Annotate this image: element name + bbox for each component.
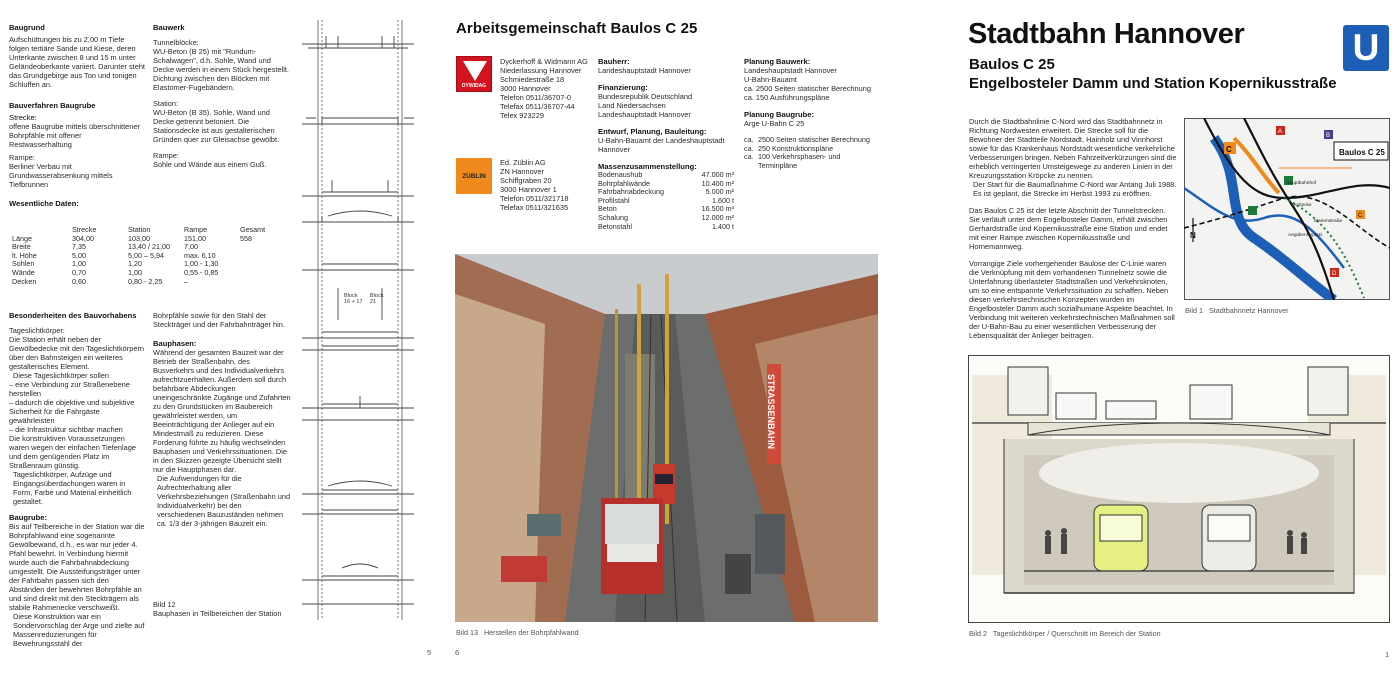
address-line: Schmiedestraße 18 [500, 75, 565, 84]
map-place-kroepcke: Kröpcke [1294, 203, 1312, 208]
tages-heading: Tageslichtkörper: [9, 326, 65, 335]
daten-table [12, 226, 272, 286]
tunnel-heading: Tunnelblöcke: [153, 38, 199, 47]
page1-title: Stadtbahn Hannover [968, 18, 1245, 50]
list-item: – eine Verbindung zur Straßenebene herstellen [9, 380, 145, 398]
daten-col: Gesamt [240, 225, 266, 234]
entwurf-heading: Entwurf, Planung, Bauleitung: [598, 127, 707, 136]
cell [240, 278, 272, 287]
cell: 100 Verkehrsphasen- und Terminpläne [758, 152, 841, 170]
cell: 5,00 [72, 250, 86, 260]
address-line: 3000 Hannover [500, 84, 551, 93]
map-place-aegidientorplatz: Aegidientorplatz [1288, 233, 1323, 238]
map-baulos-label: Baulos C 25 [1339, 148, 1385, 157]
station-text: WU-Beton (B 35). Sohle, Wand und Decke getrennt betoniert. Die Stationsdecke ist aus gestalterischen Gründen quer zur Gleisachse gewölbt. [153, 108, 280, 144]
zublin-address [500, 158, 600, 212]
cell: 7,35 [72, 242, 86, 252]
cell: Decken [12, 276, 37, 286]
planung2-table [744, 136, 878, 170]
cell: 2500 Seiten statischer Berechnung [758, 135, 870, 144]
entwurf-text: U-Bahn-Bauamt der Landeshauptstadt Hannover [598, 136, 725, 154]
address-line: Telex 923229 [500, 111, 544, 120]
cell: ca. [744, 152, 754, 162]
block-number-2: 21 [370, 299, 377, 305]
daten-col: Station [128, 225, 151, 234]
map-north-label: N [1190, 231, 1196, 240]
list-item: – die Infrastruktur sichtbar machen [9, 425, 145, 434]
bauverfahren-heading: Bauverfahren Baugrube [9, 101, 96, 110]
cell: 7,00 [184, 242, 198, 252]
page1-paragraph-1: Durch die Stadtbahnlinie C-Nord wird das Stadtbahnnetz in Richtung Nordwesten erweitert. Die Strecke soll für die Bewohner der Stadtteile Nordstadt, Hainholz und Vinnhorst sowie für das Krankenhaus Nordstadt wesentliche verkehrliche Verbesserungen bringen. Neben Fahrzeitverkürzungen sind die erheblich verringerten Umsteigewege zu anderen Linien in der Kreuzungsstation Kröpcke zu nennen. [969, 117, 1177, 180]
dywidag-address [500, 57, 600, 120]
baugrund-text: Aufschüttungen bis zu 2,00 m Tiefe folgen tertiäre Sande und Kiese, deren Unterkante zwischen 8 und 15 m unter Geländeoberkante variiert. Darunter steht das Grundgebirge aus Ton und tonigen Schluffen an. [9, 35, 145, 89]
cell: 13,40 / 21,00 [128, 242, 170, 252]
map-box-c: C [1358, 213, 1363, 219]
map-place-marienstrasse: Marienstraße [1314, 219, 1343, 224]
page1-paragraph-2: Der Start für die Baumaßnahme C-Nord war Antang Juli 1988. Es ist geplant, die Strecke im Herbst 1993 zu eröffnen. [973, 180, 1177, 198]
cell: ca. [744, 143, 754, 153]
cell: ca. [744, 135, 754, 144]
cell: Länge [12, 233, 32, 243]
tages-text: Die Station erhält neben der Gewölbedecke mit den Tageslichtkörpern über den Bahnsteigen ein weiteres gestalterisches Element. [9, 335, 145, 371]
cell: 0,80 - 2,25 [128, 276, 163, 286]
daten-col: Rampe [184, 225, 208, 234]
massen-table [598, 171, 734, 231]
cell: Sohlen [12, 259, 35, 269]
list-item: – dadurch die objektive und subjektive Sicherheit für die Fahrgäste gewährleisten [9, 398, 145, 425]
cell [240, 243, 272, 252]
cont-text: Bohrpfähle sowie für den Stahl der Steckträger und der Fahrbahnträger hin. [153, 311, 285, 329]
page1-subtitle-1: Baulos C 25 [969, 56, 1055, 73]
cell: Breite [12, 242, 31, 252]
baugrube-text2: Diese Konstruktion war ein Sondervorschlag der Arge und zielte auf Massenreduzierungen für Bewehrungsstahl der [13, 612, 145, 648]
baugrube-text: Bis auf Teilbereiche in der Station war die Bohrpfahlwand eine sogenannte Gewölbewand, d.h., es war nur jeder 4. Pfahl bewehrt. In Verbindung hiermit wurde auch die Fahrbahnabdeckung umgestellt. Die Aussteifungsträger unter der Fahrbahn passen sich den Abständen der bewehrten Bohrpfähle an und sind direkt mit den Steckträgern als stabile Rahmenecke verschweißt. [9, 522, 145, 612]
cell: 250 Konstruktionspläne [758, 143, 834, 153]
map-place-hbf: Hauptbahnhof [1286, 181, 1317, 186]
rampe2-heading: Rampe: [153, 151, 179, 160]
cell: Betonstahl [598, 221, 632, 231]
bild12-caption [153, 600, 293, 618]
planung-line: ca. 150 Ausführungspläne [744, 93, 830, 102]
cell: Bohrpfahlwände [598, 178, 650, 188]
block-number-1: 16 + 17 [344, 299, 363, 305]
page6-planning-info [744, 57, 878, 170]
table-row [12, 260, 272, 269]
cell: 0,60 [72, 276, 86, 286]
bauwerk-heading: Bauwerk [153, 23, 185, 32]
page1-paragraph-4: Vorrangige Ziele vorhergehender Baulose der C-Linie waren die Verknüpfung mit dem vorhandenen Tunnelnetz sowie die Unterfahrung überlasteter Stadtstraßen und Verkehrsknoten, um so eine entspannte Verkehrssituation zu schaffen. Neben diesen verkehrstechnischen Konzepten wurden im Engelbosteler Damm auch sozialhumane Aspekte beachtet. In Verbindung mit weiteren verkehrstechnischen Maßnahmen soll der U-Bahn-Bau zu einer wesentlichen Verbesserung der Lebensqualität der Anlieger beitragen. [969, 259, 1175, 340]
cell: 1.400 t [712, 221, 734, 231]
cell [240, 252, 272, 261]
cell: Fahrbahnabdeckung [598, 187, 664, 197]
table-row [598, 223, 734, 232]
cell: 16.500 m³ [701, 204, 734, 214]
station-heading: Station: [153, 99, 179, 108]
bauph-text: Während der gesamten Bauzeit war der Betrieb der Straßenbahn, des Busverkehrs und des Individualverkehrs aufrechtzuerhalten. Außerdem soll durch befahrbare Abdeckungen uneingeschränkte Zugänge und Zufahrten zu den Grundstücken im Baubereich gewährleistet werden, um Beeinträchtigung der Anlieger auf ein Mindestmaß zu reduzieren. Diese Forderung führte zu häufig wechselnden Bauphasen und Verkehrssituationen. Die in den Skizzen gezeigte Übersicht stellt nur die Hauptphasen dar. [153, 348, 291, 474]
finanz-heading: Finanzierung: [598, 83, 648, 92]
station-cross-section [968, 355, 1390, 623]
bauherr-heading: Bauherr: [598, 57, 630, 66]
cell: Schalung [598, 212, 628, 222]
address-line: Telefax 0511/36707-44 [500, 102, 575, 111]
bild1-text: Stadtbahnnetz Hannover [1208, 306, 1289, 315]
address-line: Telefon 0511/321718 [500, 194, 569, 203]
bauph-heading: Bauphasen: [153, 339, 197, 348]
page1-subtitle-2: Engelbosteler Damm und Station Kopernikusstraße [969, 75, 1337, 92]
bild13-text: Herstellen der Bohrpfahlwand [483, 628, 579, 637]
strecke-text: offene Baugrube mittels überschnittener Bohrpfähle mit offener Restwasserhaltung [9, 122, 140, 149]
cell: 12.000 m² [701, 212, 734, 222]
rampe-text: Berliner Verbau mit Grundwasserabsenkung mittels Tiefbrunnen [9, 162, 113, 189]
page5-col2 [153, 23, 291, 169]
cell: max. 6,10 [184, 250, 216, 260]
bild13-label: Bild 13 [456, 628, 478, 637]
address-line: Schiffgraben 20 [500, 176, 552, 185]
finanz-line: Landeshauptstadt Hannover [598, 110, 691, 119]
cell: 1,00 - 1,30 [184, 259, 219, 269]
cell: Beton [598, 204, 617, 214]
map-c-marker: C [1226, 145, 1232, 154]
zublin-logo-text: ZÜBLIN [462, 173, 486, 180]
address-line: Niederlassung Hannover [500, 66, 582, 75]
bild1-label: Bild 1 [1185, 306, 1203, 315]
map-box-a: A [1278, 129, 1283, 135]
tunnel-text: WU-Beton (B 25) mit "Rundum-Schalwagen", d.h. Sohle, Wand und Decke werden in einem Stück hergestellt. Dichtung zwischen den Blöcken mit Elastomer-Fugebändern. [153, 47, 289, 92]
address-line: 3000 Hannover 1 [500, 185, 557, 194]
tages-text2: Diese Tageslichtkörper sollen [13, 371, 109, 380]
planung-line: ca. 2500 Seiten statischer Berechnung [744, 84, 871, 93]
cell: Profilstahl [598, 195, 630, 205]
bild2-caption [969, 629, 1161, 638]
cell: 10.400 m² [701, 178, 734, 188]
bauph-text2: Die Aufwendungen für die Aufrechterhaltung aller Verkehrsbeziehungen (Straßenbahn und Individualverkehr) bei den verschiedenen Bauzuständen nehmen ca. 1/3 der 3-jährigen Bauzeit ein. [157, 474, 291, 528]
rampe-heading: Rampe: [9, 153, 35, 162]
bild2-text: Tageslichtkörper / Querschnitt im Bereich der Station [992, 629, 1161, 638]
cell: Bodenaushub [598, 170, 643, 179]
page-number-6: 6 [455, 648, 460, 657]
block-label-2: Block [370, 293, 384, 299]
cell: 558 [240, 233, 252, 243]
planung2-text: Arge U-Bahn C 25 [744, 119, 805, 128]
bild2-label: Bild 2 [969, 629, 987, 638]
map-box-b: B [1326, 133, 1331, 139]
cell: 1,00 [128, 267, 142, 277]
cell: 151,00 [184, 233, 206, 243]
page-number-1: 1 [1385, 650, 1390, 659]
sketch-phases [302, 36, 414, 604]
besonder-heading: Besonderheiten des Bauvorhabens [9, 311, 137, 320]
bauherr-text: Landeshauptstadt Hannover [598, 66, 691, 75]
cell: 304,00 [72, 233, 94, 243]
cell: 103,00 [128, 233, 150, 243]
map-box-d: D [1332, 271, 1337, 277]
address-line: Telefax 0511/321635 [500, 203, 569, 212]
massen-heading: Massenzusammenstellung: [598, 162, 697, 171]
cell: lt. Höhe [12, 250, 37, 260]
u-bahn-logo-letter: U [1352, 27, 1380, 68]
block-label-1: Block [344, 293, 358, 299]
bild12-label: Bild 12 [153, 600, 176, 609]
network-map [1184, 118, 1390, 300]
finanz-line: Bundesrepublik Deutschland [598, 92, 693, 101]
rampe2-text: Sohle und Wände aus einem Guß. [153, 160, 267, 169]
page-number-5: 5 [427, 648, 432, 657]
page1-paragraph-3: Das Baulos C 25 ist der letzte Abschnitt der Tunnelstrecken. Sie verläuft unter dem Engelbosteler Damm, erhält zwischen Gerhardstraße und Kopernikusstraße eine Station und endet mit einer Rampe zwischen Kopernikusstraße und Hornemannweg. [969, 206, 1168, 251]
cell: 0,70 [72, 267, 86, 277]
dywidag-shield-icon [463, 61, 487, 81]
cell [240, 269, 272, 278]
planung-heading: Planung Bauwerk: [744, 57, 811, 66]
page5-col1 [9, 23, 145, 211]
bild1-caption [1185, 306, 1289, 315]
planung-line: U-Bahn-Bauamt [744, 75, 797, 84]
table-row [12, 252, 272, 261]
cell [240, 260, 272, 269]
finanz-line: Land Niedersachsen [598, 101, 666, 110]
address-line: Dyckerhoff & Widmann AG [500, 57, 588, 66]
table-row [12, 278, 272, 287]
planung2-heading: Planung Baugrube: [744, 110, 815, 119]
photo-shop-sign: STRASSENBAHN [766, 374, 776, 450]
page6-title: Arbeitsgemeinschaft Baulos C 25 [456, 20, 698, 37]
dywidag-logo-text: DYWIDAG [461, 83, 487, 89]
cell: Wände [12, 267, 35, 277]
table-row [744, 153, 878, 170]
daten-col: Strecke [72, 225, 97, 234]
page5-col2-lower [153, 311, 291, 528]
tages-text3: Die konstruktiven Voraussetzungen waren wegen der einfachen Tiefenlage und dem genügenden Platz im Straßenraum günstig. [9, 434, 136, 470]
strecke-heading: Strecke: [9, 113, 37, 122]
cell: 1,20 [128, 259, 142, 269]
u-bahn-logo [1343, 25, 1389, 71]
address-line: Telefon 0511/36707-0 [500, 93, 571, 102]
baugrund-heading: Baugrund [9, 23, 45, 32]
bild12-text: Bauphasen in Teilbereichen der Station [153, 609, 282, 618]
address-line: ZN Hannover [500, 167, 544, 176]
address-line: Ed. Züblin AG [500, 158, 546, 167]
page5-col1-lower [9, 311, 145, 648]
cell: 1.600 t [712, 195, 734, 205]
daten-heading: Wesentliche Daten: [9, 199, 79, 208]
cell: 47.000 m³ [701, 170, 734, 179]
cell: – [184, 276, 188, 286]
cell: 1,00 [72, 259, 86, 269]
page1-body [969, 117, 1177, 340]
tages-list [9, 380, 145, 434]
cell: 5,00 – 5,94 [128, 250, 164, 260]
page6-project-info [598, 57, 738, 231]
bild13-caption [456, 628, 579, 637]
cell: 5.000 m² [705, 187, 734, 197]
zublin-logo [456, 158, 492, 194]
cell: 0,55 - 0,85 [184, 267, 219, 277]
bauphasen-sketch [298, 20, 418, 620]
planung-line: Landeshauptstadt Hannover [744, 66, 837, 75]
street-photo [455, 254, 878, 622]
tages-text4: Tageslichtkörper, Aufzüge und Eingangsüberdachungen waren in Form, Farbe und Material einheitlich gestaltet. [13, 470, 132, 506]
dywidag-logo [456, 56, 492, 92]
baugrube-heading: Baugrube: [9, 513, 47, 522]
